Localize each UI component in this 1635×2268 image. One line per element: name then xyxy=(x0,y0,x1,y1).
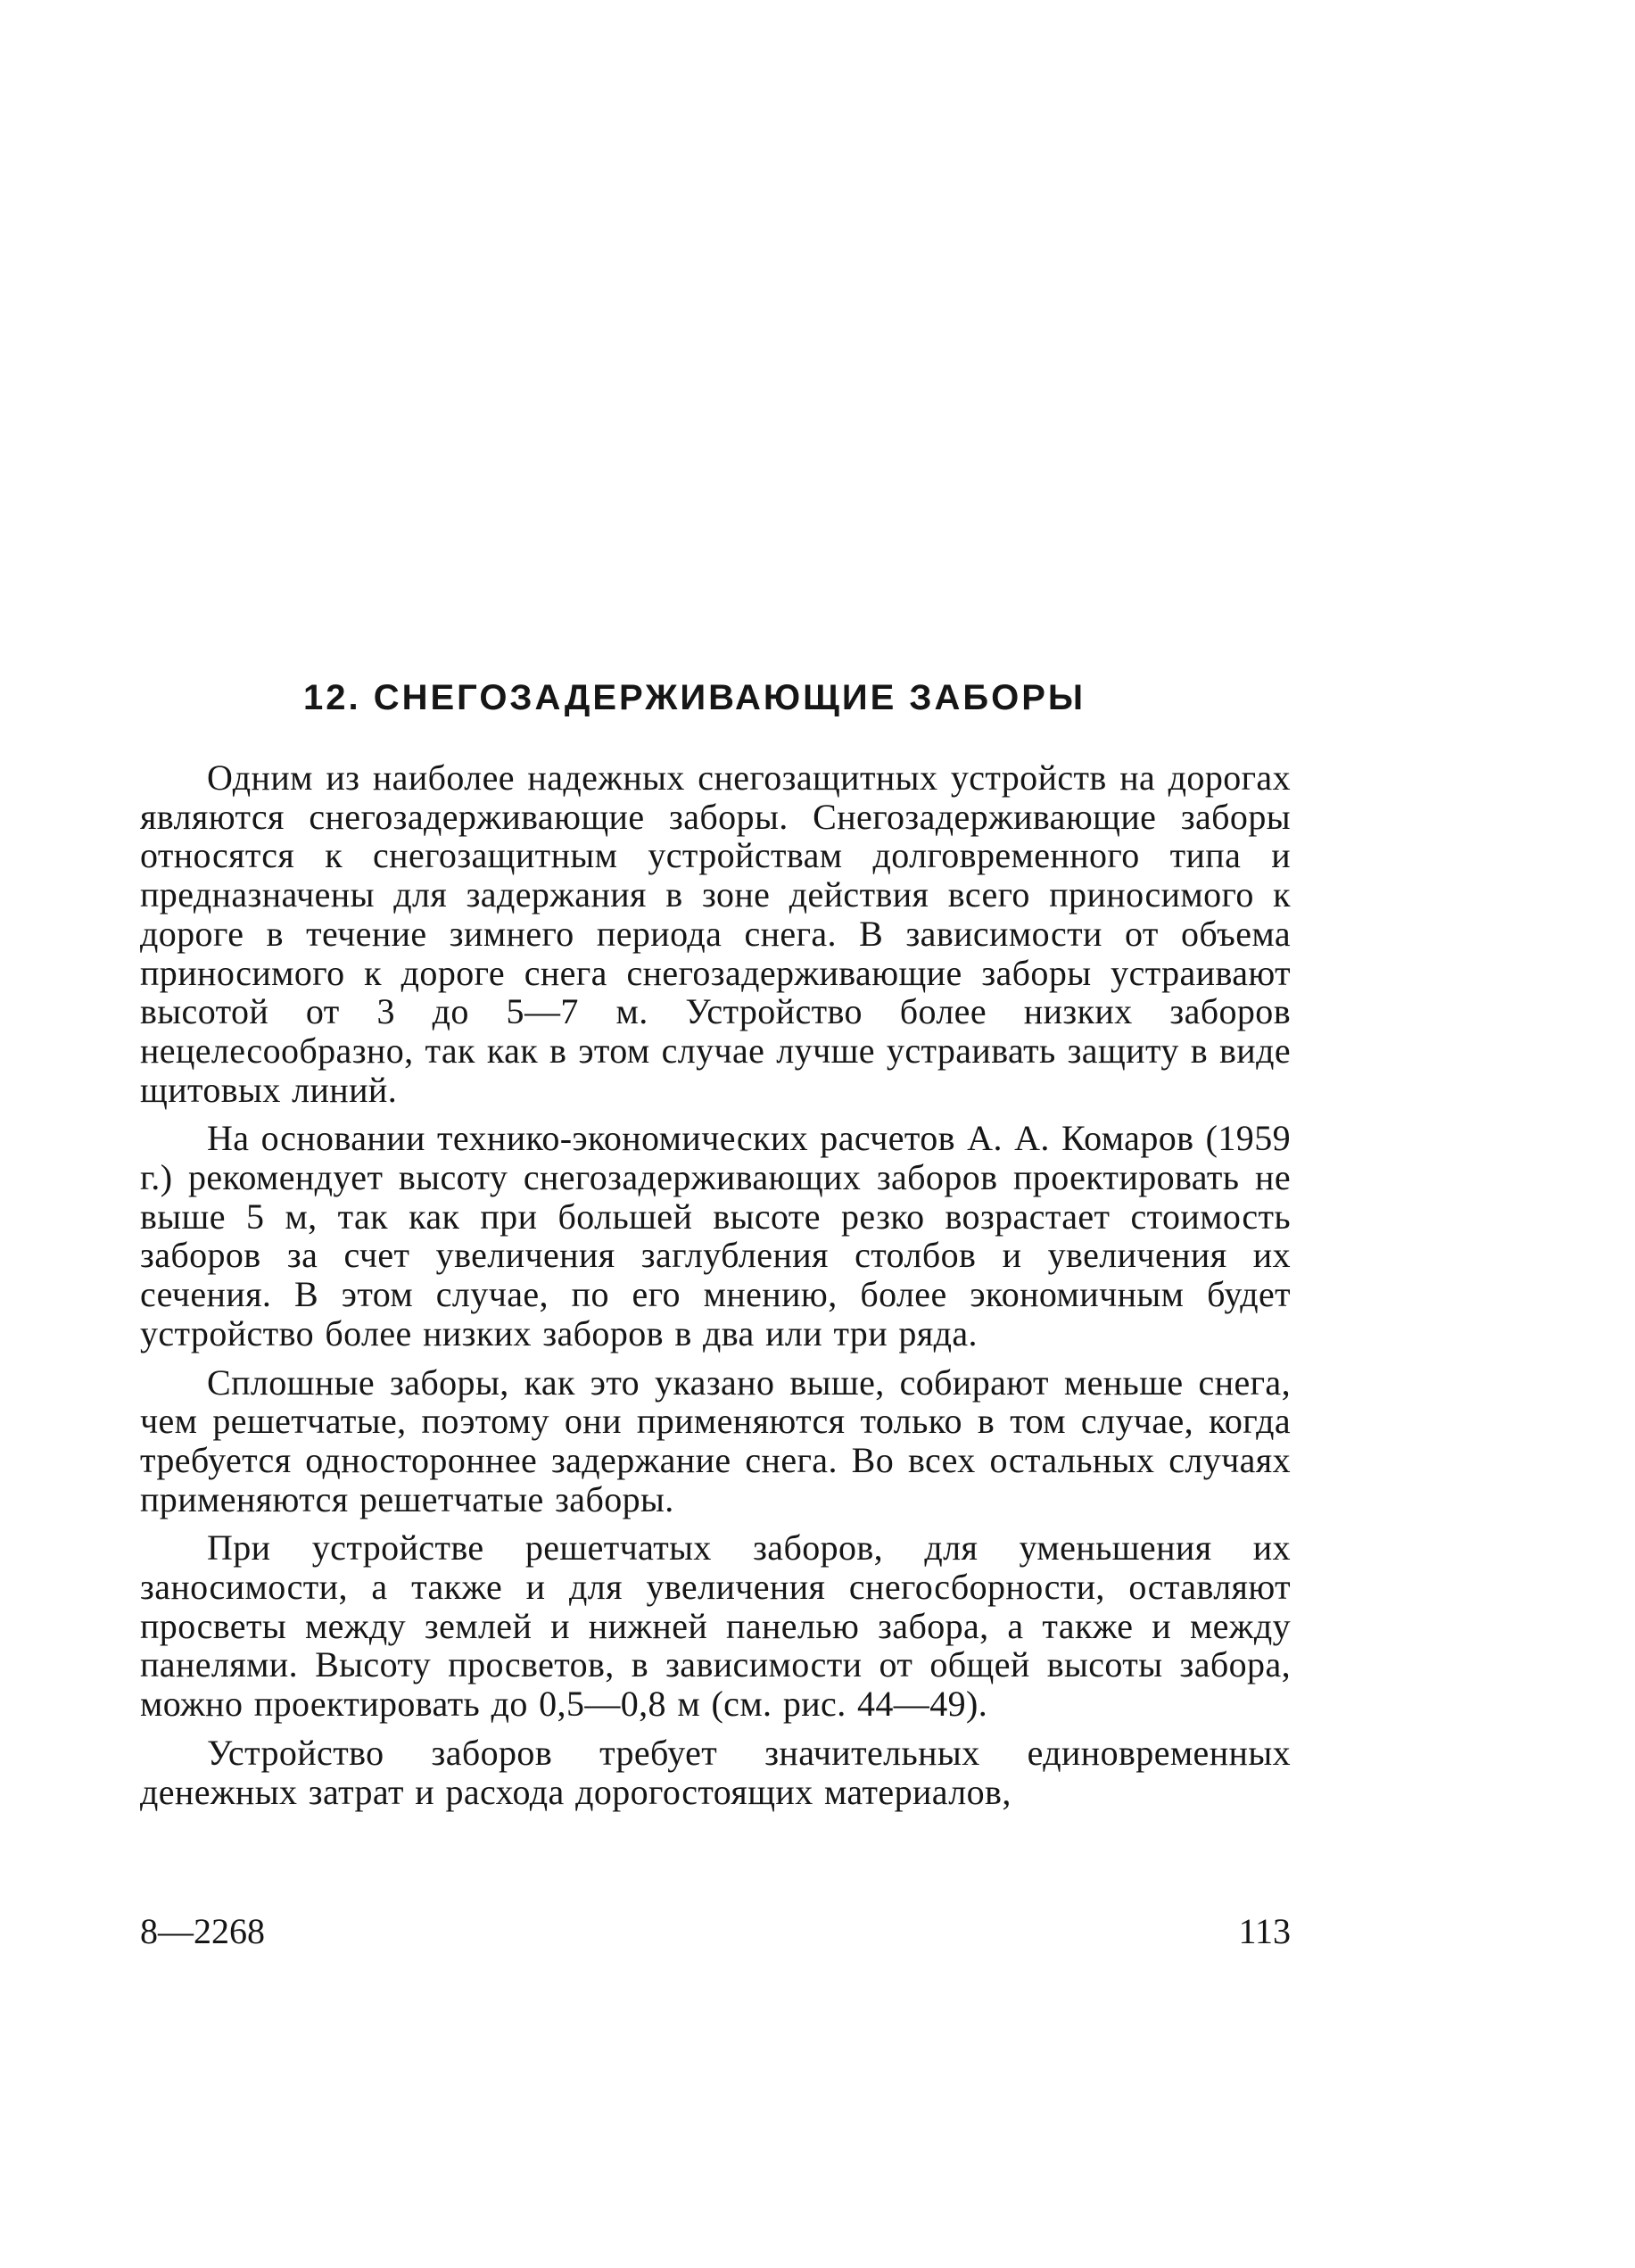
body-text xyxy=(140,758,1291,1821)
section-heading: 12. СНЕГОЗАДЕРЖИВАЮЩИЕ ЗАБОРЫ xyxy=(303,678,1086,717)
paragraph-4: При устройстве решетчатых заборов, для уменьшения их заносимости, а также и для увеличения снегосборности, оставляют просветы между землей и нижней панелью забора, а также и между панелями. Высоту просветов, в зависимости от общей высоты забора, можно проектировать до 0,5—0,8 м (см. рис. 44—49). xyxy=(140,1527,1291,1725)
paragraph-2: На основании технико-экономических расчетов А. А. Комаров (1959 г.) рекомендует высоту снегозадерживающих заборов проектировать не выше 5 м, так как при большей высоте резко возрастает стоимость заборов за счет увеличения заглубления столбов и увеличения их сечения. В этом случае, по его мнению, более экономичным будет устройство более низких заборов в два или три ряда. xyxy=(140,1118,1291,1353)
page-number: 113 xyxy=(1238,1911,1291,1951)
paragraph-1: Одним из наиболее надежных снегозащитных устройств на дорогах являются снегозадерживающие заборы. Снегозадерживающие заборы относятся к снегозащитным устройствам долговременного типа и предназначены для задержания в зоне действия всего приносимого к дороге в течение зимнего периода снега. В зависимости от объема приносимого к дороге снега снегозадерживающие заборы устраивают высотой от 3 до 5—7 м. Устройство более низких заборов нецелесообразно, так как в этом случае лучше устраивать защиту в виде щитовых линий. xyxy=(140,757,1291,1110)
print-signature: 8—2268 xyxy=(140,1911,265,1951)
page-footer xyxy=(140,1909,1291,1954)
paragraph-3: Сплошные заборы, как это указано выше, собирают меньше снега, чем решетчатые, поэтому они применяются только в том случае, когда требуется одностороннее задержание снега. Во всех остальных случаях применяются решетчатые заборы. xyxy=(140,1362,1291,1519)
paragraph-5: Устройство заборов требует значительных единовременных денежных затрат и расхода дорогостоящих материалов, xyxy=(140,1732,1291,1812)
